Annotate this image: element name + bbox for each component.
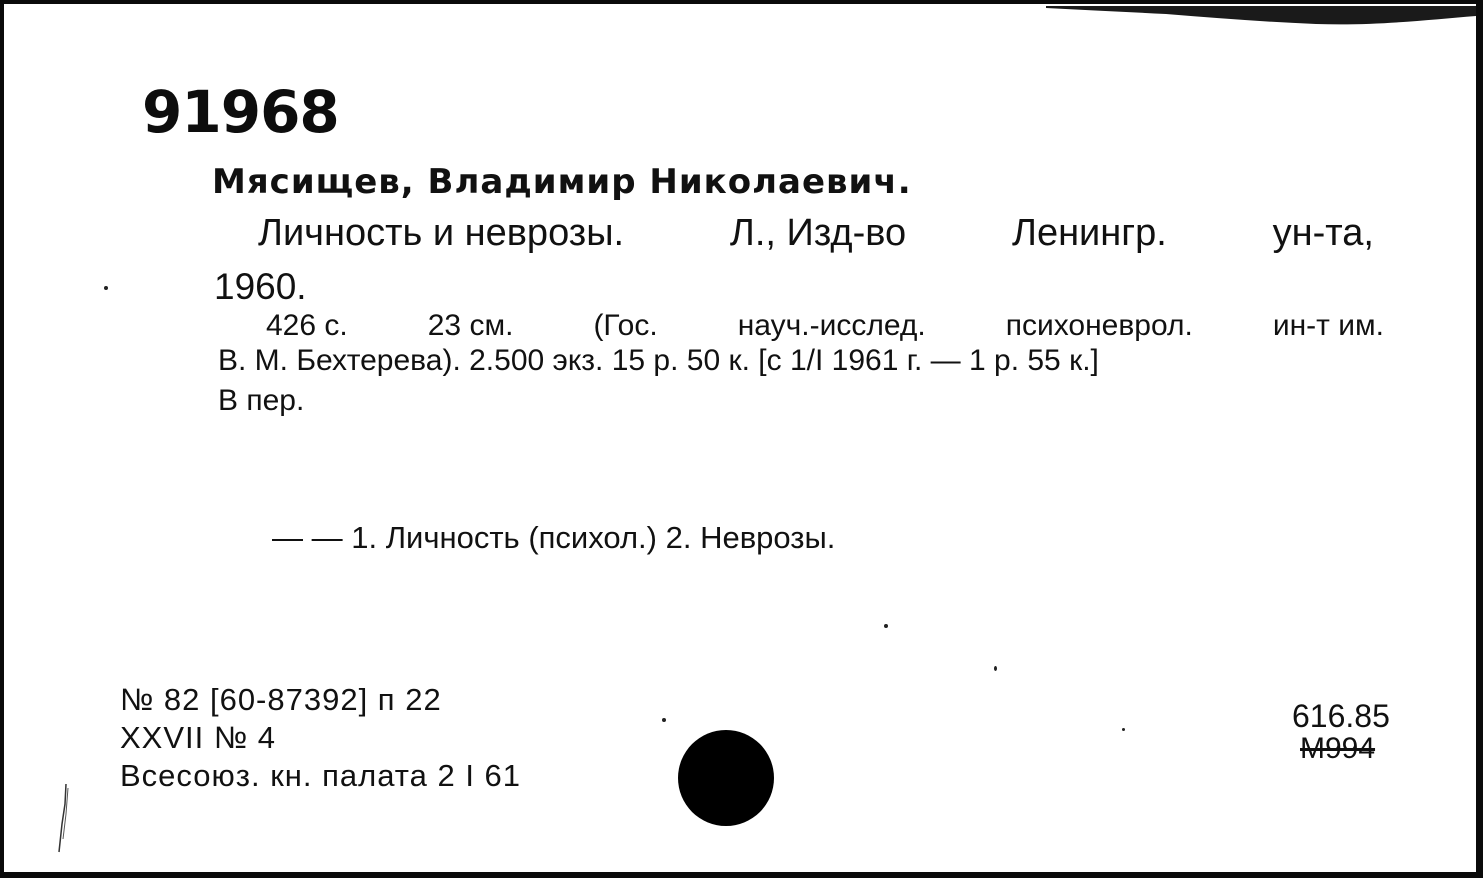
registration-number: № 82 [60-87392] п 22 [120, 682, 442, 717]
publisher-suffix: ун-та, [1272, 212, 1374, 254]
series-part-4: ин-т им. [1272, 309, 1384, 342]
chamber-imprint: Всесоюз. кн. палата 2 I 61 [120, 758, 522, 793]
publisher-city: Л., Изд-во [729, 212, 907, 254]
series-part-2: науч.-исслед. [737, 309, 926, 342]
title-text: Личность и неврозы. [258, 212, 625, 254]
binding-note: В пер. [218, 384, 305, 417]
dust-speck [1122, 728, 1125, 731]
title-line [258, 212, 1374, 255]
physical-description-line-1 [266, 309, 1384, 343]
publication-year: 1960. [214, 266, 307, 307]
page-count: 426 с. [266, 309, 348, 342]
physical-description-line-2: В. М. Бехтерева). 2.500 экз. 15 р. 50 к. [с 1/I 1961 г. — 1 р. 55 к.] [218, 344, 1099, 377]
pen-mark [56, 784, 70, 854]
scan-edge-shadow [1046, 4, 1476, 34]
dust-speck [662, 718, 666, 722]
dust-speck [104, 286, 108, 290]
punch-hole [678, 730, 774, 826]
series-part-1: (Гос. [593, 309, 658, 342]
classification-code: 616.85 [1292, 698, 1390, 734]
classification-code-struck: M994 [1300, 732, 1376, 765]
dust-speck [994, 666, 997, 671]
section-number: XXVII № 4 [120, 720, 276, 755]
size: 23 см. [427, 309, 514, 342]
dust-speck [884, 624, 888, 628]
series-part-3: психоневрол. [1005, 309, 1193, 342]
publisher-name: Ленингр. [1012, 212, 1167, 254]
card-number: 91968 [142, 78, 339, 146]
subject-headings: — — 1. Личность (психол.) 2. Неврозы. [272, 520, 836, 555]
author-name: Мясищев, Владимир Николаевич. [212, 162, 912, 202]
